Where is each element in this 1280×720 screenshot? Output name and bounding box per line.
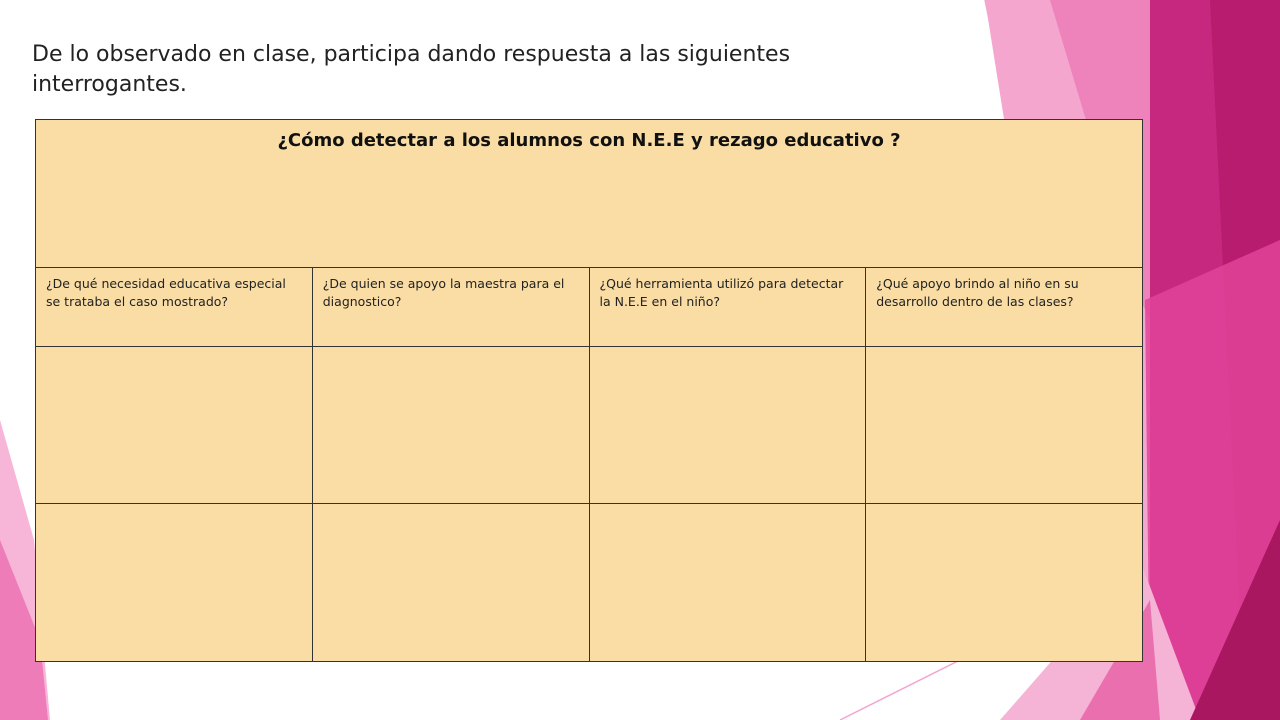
question-cell <box>312 267 589 346</box>
answer-cell[interactable] <box>866 504 1143 662</box>
question-cell <box>36 267 313 346</box>
answer-row <box>36 504 1143 662</box>
question-text: ¿De qué necesidad educativa especial se trataba el caso mostrado? <box>46 275 286 309</box>
answer-cell[interactable] <box>866 346 1143 504</box>
answer-row <box>36 346 1143 504</box>
answer-cell[interactable] <box>312 504 589 662</box>
table-heading-row <box>36 120 1143 268</box>
question-table <box>35 119 1143 662</box>
question-text: ¿Qué herramienta utilizó para detectar la N.E.E en el niño? <box>599 275 844 309</box>
question-text: ¿De quien se apoyo la maestra para el diagnostico? <box>322 275 565 309</box>
answer-cell[interactable] <box>36 346 313 504</box>
answer-cell[interactable] <box>589 346 866 504</box>
answer-cell[interactable] <box>589 504 866 662</box>
answer-cell[interactable] <box>312 346 589 504</box>
question-text: ¿Qué apoyo brindo al niño en su desarrollo dentro de las clases? <box>876 275 1079 309</box>
table-heading-cell <box>36 120 1143 268</box>
table-heading: ¿Cómo detectar a los alumnos con N.E.E y rezago educativo ? <box>277 130 901 151</box>
question-cell <box>589 267 866 346</box>
answer-cell[interactable] <box>36 504 313 662</box>
question-row <box>36 267 1143 346</box>
question-cell <box>866 267 1143 346</box>
slide-title: De lo observado en clase, participa dando respuesta a las siguientes interrogantes. <box>32 42 791 97</box>
